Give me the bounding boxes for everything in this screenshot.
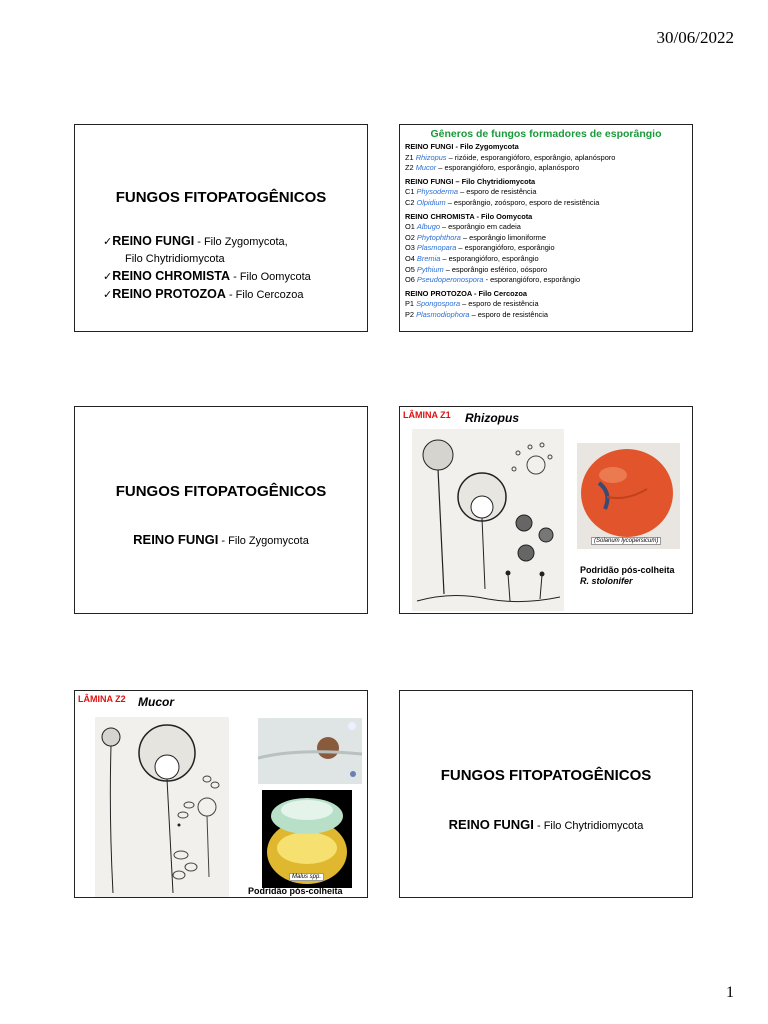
- tomato-photo: [577, 443, 680, 549]
- genus-code: Z2: [405, 163, 414, 173]
- genus-description: – esporângio em cadeia: [442, 222, 521, 232]
- genus-code: P2: [405, 309, 415, 319]
- slide-1: [74, 124, 368, 332]
- list-item: [103, 233, 311, 251]
- slide-2: [399, 124, 693, 332]
- check-icon: ✓: [103, 271, 113, 283]
- caption-line-1: Podridão pós-colheita: [580, 565, 675, 575]
- genus-name: Spongospora: [416, 299, 461, 309]
- kingdom-name: REINO FUNGI: [112, 234, 195, 248]
- genus-name: Plasmopara: [416, 243, 457, 253]
- list-item: [103, 268, 311, 286]
- slide-title: Gêneros de fungos formadores de esporângio: [430, 128, 662, 140]
- lamina-label: LÂMINA Z1: [403, 410, 451, 420]
- genus-description: – esporo de resistência: [460, 187, 537, 197]
- microscope-image: [258, 718, 362, 784]
- genus-code: O2: [405, 232, 415, 242]
- check-icon: ✓: [103, 236, 113, 248]
- genus-code: O4: [405, 253, 415, 263]
- list-item: Filo Chytridiomycota: [125, 253, 225, 265]
- genus-description: – esporo de resistência: [471, 309, 549, 319]
- genus-name: Pythium: [416, 264, 444, 274]
- group-heading: REINO FUNGI - Filo Zygomycota: [405, 142, 519, 151]
- genus-description: – esporangióforo, esporângio: [458, 243, 555, 253]
- genus-code: O1: [405, 222, 415, 232]
- genus-name: Rhizopus: [465, 411, 519, 425]
- kingdom-list: [103, 233, 311, 304]
- genus-code: O5: [405, 264, 415, 274]
- lamina-label: LÂMINA Z2: [78, 694, 126, 704]
- genus-code: P1: [405, 299, 415, 309]
- genus-code: C1: [405, 187, 415, 197]
- list-item: [405, 163, 615, 174]
- tomato-image: [577, 443, 680, 549]
- mucor-drawing: [95, 717, 229, 897]
- kingdom-name: REINO PROTOZOA: [112, 287, 226, 301]
- list-item: [405, 265, 615, 276]
- slide-subtitle: [400, 817, 692, 832]
- slide-3: [74, 406, 368, 614]
- slide-subtitle: [75, 532, 367, 547]
- list-item: [405, 275, 615, 286]
- genus-description: – esporangióforo, esporângio: [442, 253, 539, 263]
- group-heading: REINO CHROMISTA - Filo Oomycota: [405, 211, 533, 221]
- slide-6: [399, 690, 693, 898]
- genus-description: - esporangióforo, esporângio: [485, 275, 581, 285]
- host-label: Malus spp.: [289, 873, 324, 881]
- list-item: [405, 198, 615, 209]
- genus-description: – esporângio, zoósporo, esporo de resistência: [447, 197, 600, 207]
- genus-description: – rizóide, esporangióforo, esporângio, aplanósporo: [448, 152, 616, 162]
- group-heading: REINO FUNGI – Filo Chytridiomycota: [405, 176, 536, 186]
- genus-name: Pseudoperonospora: [416, 275, 484, 285]
- phylum-name: Filo Oomycota: [239, 271, 311, 283]
- list-item: [405, 299, 615, 310]
- mucor-illustration: [95, 717, 229, 897]
- caption-line-2: R. stolonifer: [580, 576, 633, 586]
- separator: -: [194, 236, 204, 248]
- group-heading: REINO PROTOZOA - Filo Cercozoa: [405, 288, 527, 298]
- list-item: [405, 310, 615, 321]
- host-label: (Solanum lycopersicum): [591, 537, 661, 545]
- list-item: [405, 187, 615, 198]
- genus-name: Phytophthora: [416, 232, 461, 242]
- rhizopus-illustration: [412, 429, 564, 611]
- microscope-photo: [258, 718, 362, 784]
- slide-title: FUNGOS FITOPATOGÊNICOS: [115, 189, 327, 206]
- slide-5: [74, 690, 368, 898]
- genus-name: Physoderma: [416, 187, 459, 197]
- list-item: [405, 233, 615, 244]
- separator: -: [225, 289, 236, 301]
- genus-code: Z1: [405, 152, 414, 162]
- genus-name: Mucor: [415, 163, 437, 173]
- separator: -: [533, 820, 544, 832]
- list-item: [405, 222, 615, 233]
- phylum-name: Filo Zygomycota,: [203, 236, 288, 248]
- caption: Podridão pós-colheita: [248, 886, 343, 896]
- genus-name: Olpidium: [416, 197, 446, 207]
- list-item: [405, 153, 615, 164]
- page-number: 1: [726, 984, 734, 1001]
- separator: -: [230, 271, 240, 283]
- genus-description: – esporangióforo, esporângio, aplanósporo: [438, 163, 580, 173]
- list-item: [405, 254, 615, 265]
- genus-description: – esporo de resistência: [462, 299, 539, 309]
- page-date: 30/06/2022: [656, 28, 734, 47]
- slide-title: FUNGOS FITOPATOGÊNICOS: [115, 483, 327, 500]
- slide-title: FUNGOS FITOPATOGÊNICOS: [440, 767, 652, 784]
- phylum-name: Filo Zygomycota: [228, 535, 309, 547]
- genus-description: – esporângio esférico, oósporo: [445, 264, 548, 274]
- list-item: [405, 243, 615, 254]
- check-icon: ✓: [103, 289, 113, 301]
- kingdom-name: REINO CHROMISTA: [112, 269, 231, 283]
- kingdom-name: REINO FUNGI: [133, 532, 219, 547]
- genus-code: O3: [405, 243, 415, 253]
- kingdom-name: REINO FUNGI: [448, 817, 534, 832]
- phylum-name: Filo Chytridiomycota: [543, 820, 644, 832]
- genus-description: – esporângio limoniforme: [462, 232, 546, 242]
- genus-name: Bremia: [416, 253, 441, 263]
- genus-name: Mucor: [138, 695, 174, 709]
- rhizopus-drawing: [412, 429, 564, 611]
- genus-name: Albugo: [416, 222, 440, 232]
- list-item: [103, 286, 311, 304]
- separator: -: [218, 535, 229, 547]
- phylum-name: Filo Cercozoa: [235, 289, 304, 301]
- genus-code: C2: [405, 197, 415, 207]
- genus-name: Plasmodiophora: [416, 309, 470, 319]
- slide-4: [399, 406, 693, 614]
- genus-name: Rhizopus: [415, 152, 447, 162]
- genera-list: [405, 142, 615, 321]
- genus-code: O6: [405, 275, 415, 285]
